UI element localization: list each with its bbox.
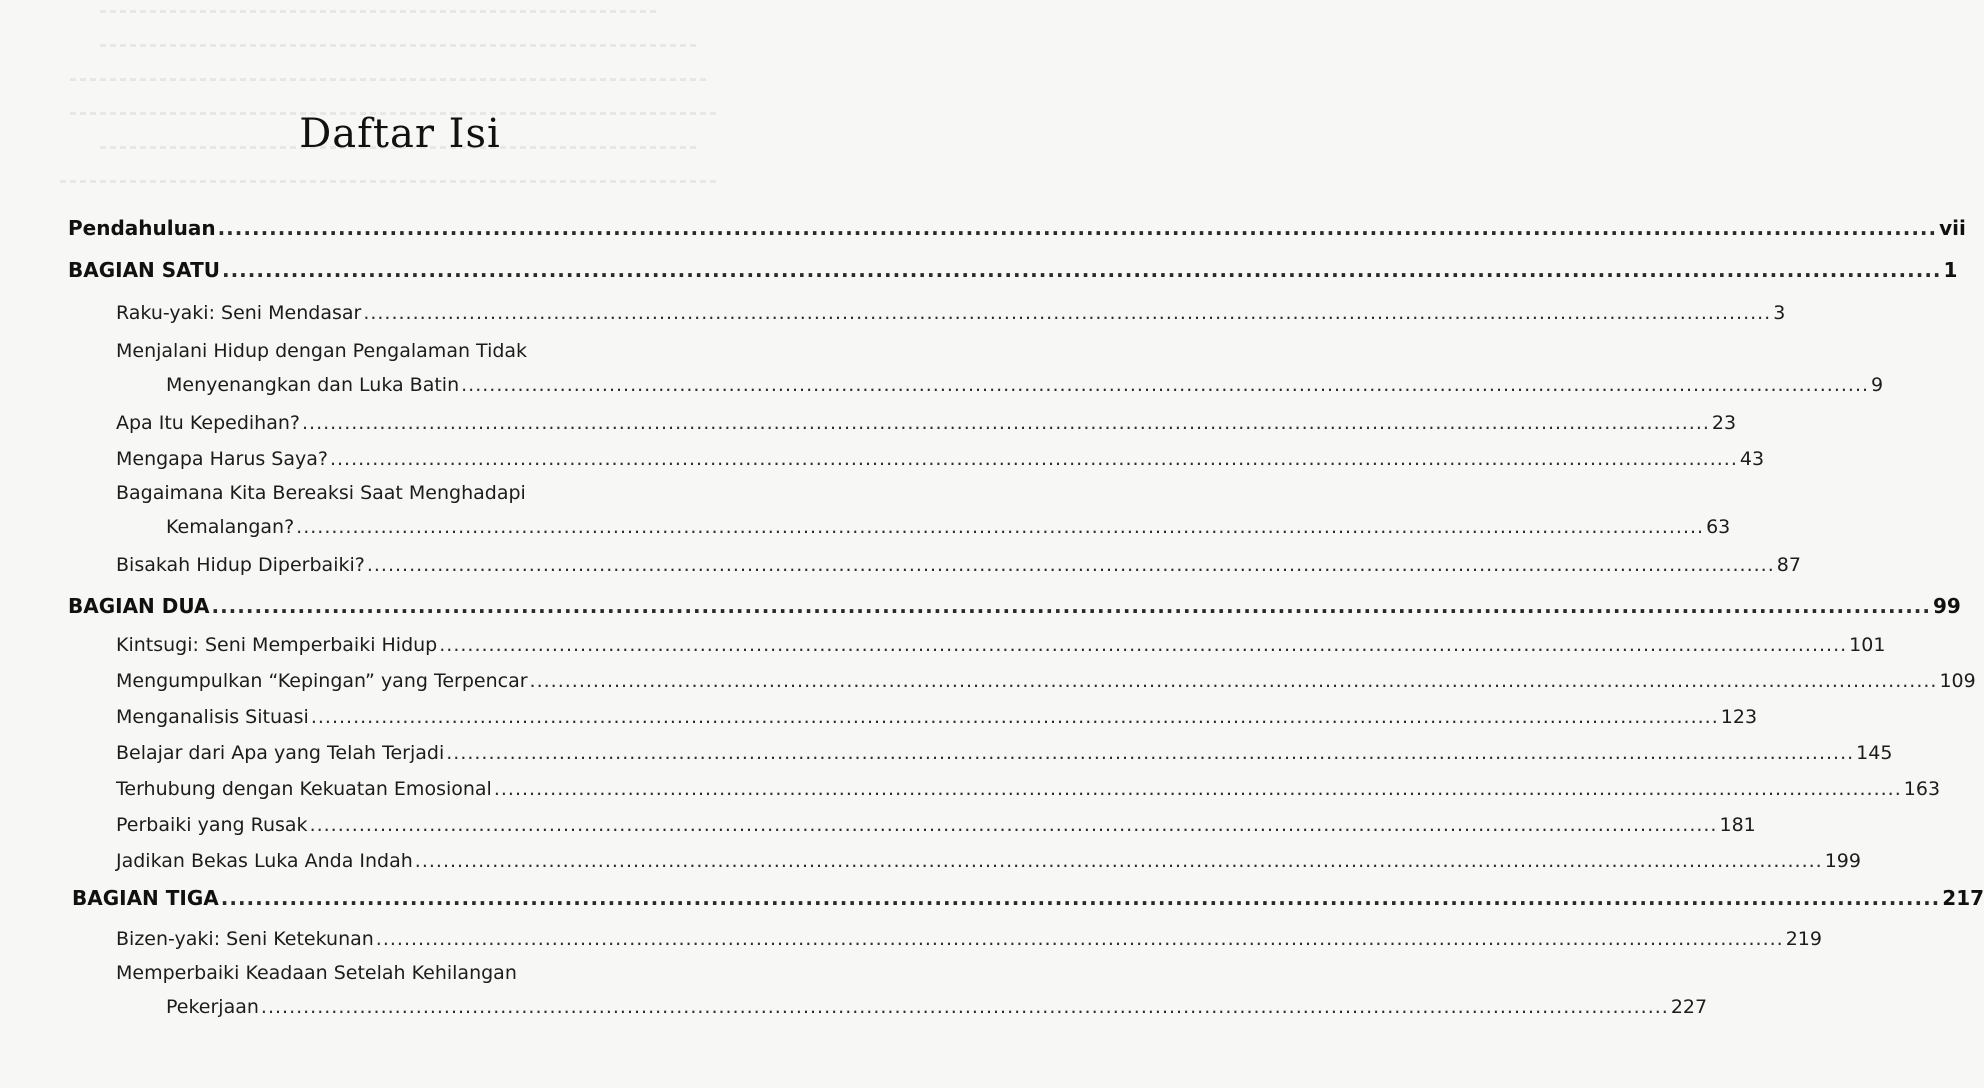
toc-entry-title: Mengumpulkan “Kepingan” yang Terpencar [116,670,528,692]
toc-entry[interactable] [116,554,1801,576]
leader-dots: ........................................................................................................................................................................................................ [221,258,1942,282]
toc-entry-title: Perbaiki yang Rusak [116,814,308,836]
leader-dots: ........................................................................................................................................................................................................ [260,996,1669,1018]
toc-entry-title: Kintsugi: Seni Memperbaiki Hidup [116,634,438,656]
toc-page-number: 163 [1903,778,1941,800]
toc-part-heading[interactable] [68,258,1958,282]
toc-entry[interactable] [116,850,1861,872]
toc-entry-title: Menganalisis Situasi [116,706,309,728]
leader-dots: ........................................................................................................................................................................................................ [366,554,1775,576]
toc-entry-title: Menyenangkan dan Luka Batin [166,374,460,396]
toc-entry-title: BAGIAN DUA [68,594,210,618]
toc-entry-title: Jadikan Bekas Luka Anda Indah [116,850,413,872]
toc-entry[interactable] [116,814,1756,836]
toc-page-number: 219 [1785,928,1822,950]
toc-page-number: 123 [1720,706,1758,728]
toc-entry-title: Pekerjaan [166,996,259,1018]
toc-entry[interactable] [116,448,1765,470]
leader-dots: ........................................................................................................................................................................................................ [301,412,1710,434]
toc-entry-title: Bisakah Hidup Diperbaiki? [116,554,365,576]
toc-entry-title: Apa Itu Kepedihan? [116,412,300,434]
toc-page-number: 217 [1942,886,1984,910]
toc-page-number: 227 [1670,996,1708,1018]
leader-dots: ........................................................................................................................................................................................................ [493,778,1902,800]
toc-page-number: 145 [1856,742,1893,764]
leader-dots: ........................................................................................................................................................................................................ [309,814,1718,836]
toc-entry[interactable] [116,302,1786,324]
toc-entry[interactable] [116,634,1886,656]
leader-dots: ........................................................................................................................................................................................................ [217,216,1938,240]
toc-entry[interactable] [116,706,1758,728]
toc-entry[interactable] [166,516,1731,538]
leader-dots: ........................................................................................................................................................................................................ [529,670,1938,692]
toc-entry-title: Belajar dari Apa yang Telah Terjadi [116,742,445,764]
toc-page-number: 23 [1711,412,1737,434]
toc-entry-first-line: Bagaimana Kita Bereaksi Saat Menghadapi [116,482,526,504]
toc-entry[interactable] [116,670,1976,692]
toc-entry-first-line: Menjalani Hidup dengan Pengalaman Tidak [116,340,528,362]
toc-entry-title: Kemalangan? [166,516,295,538]
toc-page-number: 9 [1871,374,1884,396]
toc-page-number: vii [1939,216,1966,240]
toc-page-number: 43 [1739,448,1765,470]
toc-entry-title: Terhubung dengan Kekuatan Emosional [116,778,492,800]
leader-dots: ........................................................................................................................................................................................................ [375,928,1784,950]
toc-entry-title: Pendahuluan [68,216,216,240]
toc-entry[interactable] [116,928,1822,950]
toc-part-heading[interactable] [68,594,1961,618]
toc-entry-title: Raku-yaki: Seni Mendasar [116,302,362,324]
toc-page-number: 181 [1719,814,1756,836]
leader-dots: ........................................................................................................................................................................................................ [220,886,1941,910]
leader-dots: ........................................................................................................................................................................................................ [329,448,1738,470]
toc-page-number: 99 [1933,594,1961,618]
toc-entry[interactable] [116,412,1737,434]
toc-page-number: 63 [1706,516,1731,538]
toc-part-heading[interactable] [72,886,1984,910]
leader-dots: ........................................................................................................................................................................................................ [414,850,1823,872]
toc-page-number: 109 [1939,670,1976,692]
leader-dots: ........................................................................................................................................................................................................ [296,516,1705,538]
leader-dots: ........................................................................................................................................................................................................ [446,742,1855,764]
toc-entry-first-line: Memperbaiki Keadaan Setelah Kehilangan [116,962,517,984]
toc-entry-title: Bizen-yaki: Seni Ketekunan [116,928,374,950]
leader-dots: ........................................................................................................................................................................................................ [439,634,1848,656]
toc-page-number: 87 [1776,554,1801,576]
leader-dots: ........................................................................................................................................................................................................ [211,594,1931,618]
toc-entry-title: BAGIAN TIGA [72,886,219,910]
toc-entry-title: Mengapa Harus Saya? [116,448,328,470]
leader-dots: ........................................................................................................................................................................................................ [461,374,1870,396]
toc-page-number: 199 [1824,850,1861,872]
leader-dots: ........................................................................................................................................................................................................ [363,302,1772,324]
toc-entry-title: BAGIAN SATU [68,258,220,282]
page-title: Daftar Isi [299,110,501,157]
toc-entry[interactable] [116,742,1893,764]
toc-entry[interactable] [166,374,1884,396]
toc-page-number: 3 [1773,302,1786,324]
toc-page-number: 101 [1849,634,1886,656]
toc-entry[interactable] [166,996,1708,1018]
leader-dots: ........................................................................................................................................................................................................ [310,706,1719,728]
toc-entry[interactable] [116,778,1941,800]
toc-page-number: 1 [1943,258,1958,282]
toc-entry-pendahuluan[interactable] [68,216,1966,240]
